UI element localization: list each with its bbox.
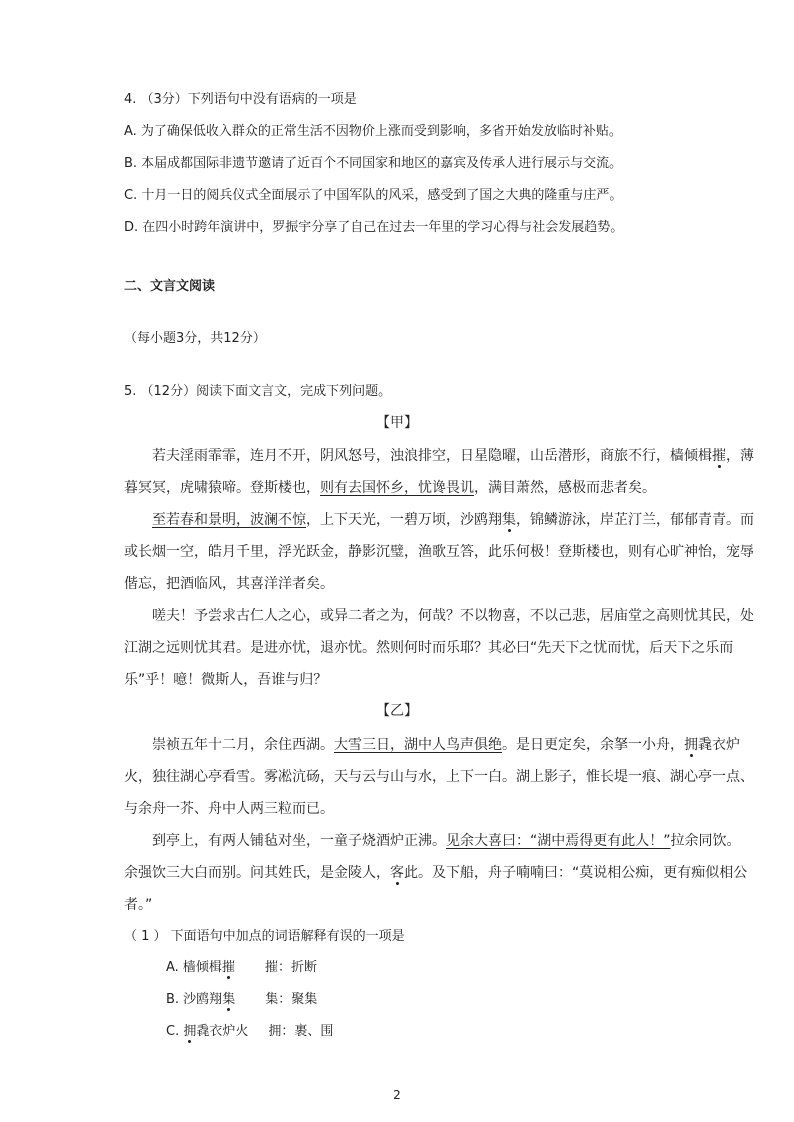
text-run: 若夫淫雨霏霏，连月不开，阴风怒号，浊浪排空，日星隐曜，山岳潜形，商旅不行，樯倾楫 xyxy=(152,448,712,464)
dotted-word: 拥 xyxy=(183,1024,197,1039)
yi-p2-line2 xyxy=(124,863,747,883)
dotted-word: 拥 xyxy=(684,737,698,753)
text-run: 毳衣炉 xyxy=(698,737,740,753)
dotted-word: 集 xyxy=(222,992,236,1007)
jia-p3-line2: 江湖之远则忧其君。是进亦忧，退亦忧。然则何时而乐耶？其必曰“先天下之忧而忧，后天下之乐而 xyxy=(124,640,734,656)
page-number: 2 xyxy=(393,1088,401,1102)
subquestion-1-option-b xyxy=(166,991,317,1009)
section-note: （每小题3分，共12分） xyxy=(124,331,266,346)
explanation: 摧：折断 xyxy=(264,960,317,975)
text-run: C. xyxy=(166,1024,184,1039)
jia-p2-line1 xyxy=(152,510,754,530)
yi-p1-line1 xyxy=(152,735,740,755)
jia-p2-line3: 偕忘，把酒临风，其喜洋洋者矣。 xyxy=(124,576,334,592)
yi-p2-line1 xyxy=(152,831,741,851)
text-run: 暮冥冥，虎啸猿啼。登斯楼也， xyxy=(124,480,320,496)
q4-option-a: A. 为了确保低收入群众的正常生活不因物价上涨而受到影响，多省开始发放临时补贴。 xyxy=(124,124,622,139)
dotted-word: 集 xyxy=(502,512,516,528)
subquestion-1-stem: （ 1 ） 下面语句中加点的词语解释有误的一项是 xyxy=(124,929,405,944)
explanation: 拥：裹、围 xyxy=(268,1024,334,1039)
text-run: 。是日更定矣，余拏一小舟， xyxy=(502,737,684,753)
q4-stem: 4. （3分）下列语句中没有语病的一项是 xyxy=(124,92,357,107)
passage-jia-title: 【甲】 xyxy=(376,415,418,431)
text-run: ，锦鳞游泳，岸芷汀兰，郁郁青青。而 xyxy=(516,512,754,528)
yi-p1-line2: 火，独往湖心亭看雪。雾凇沆砀，天与云与山与水，上下一白。湖上影子，惟长堤一痕、湖心亭一点、 xyxy=(124,769,754,785)
explanation: 集：聚集 xyxy=(265,992,318,1007)
q4-option-b: B. 本届成都国际非遗节邀请了近百个不同国家和地区的嘉宾及传承人进行展示与交流。 xyxy=(124,156,623,171)
text-run: A. 樯倾楫 xyxy=(166,960,222,975)
text-run: ，薄 xyxy=(726,448,754,464)
underlined-phrase: 至若春和景明，波澜不惊 xyxy=(152,512,306,528)
text-run: 拉余同饮。 xyxy=(670,833,741,849)
q5-stem: 5. （12分）阅读下面文言文，完成下列问题。 xyxy=(124,384,392,399)
subquestion-1-option-c xyxy=(166,1023,333,1041)
dotted-word: 客 xyxy=(390,865,404,881)
jia-p1-line1 xyxy=(152,446,754,466)
text-run: B. 沙鸥翔 xyxy=(166,992,223,1007)
jia-p1-line2 xyxy=(124,478,656,498)
jia-p2-line2: 或长烟一空，皓月千里，浮光跃金，静影沉璧，渔歌互答，此乐何极！登斯楼也，则有心旷神怡，宠辱 xyxy=(124,544,754,560)
text-run: ，满目萧然，感极而悲者矣。 xyxy=(474,480,656,496)
text-run: 毳衣炉火 xyxy=(196,1024,249,1039)
jia-p3-line3: 乐”乎！噫！微斯人，吾谁与归？ xyxy=(124,672,328,688)
jia-p3-line1: 嗟夫！予尝求古仁人之心，或异二者之为，何哉？不以物喜，不以己悲，居庙堂之高则忧其民，处 xyxy=(152,608,754,624)
text-run: 到亭上，有两人铺毡对坐，一童子烧酒炉正沸。 xyxy=(152,833,446,849)
passage-yi-title: 【乙】 xyxy=(376,703,418,719)
underlined-phrase: 大雪三日，湖中人鸟声俱绝 xyxy=(334,737,502,753)
yi-p2-line3: 者。” xyxy=(124,897,153,913)
underlined-phrase: 见余大喜曰：“湖中焉得更有此人！” xyxy=(446,833,671,849)
dotted-word: 摧 xyxy=(221,960,235,975)
subquestion-1-option-a xyxy=(166,959,317,977)
q4-option-c: C. 十月一日的阅兵仪式全面展示了中国军队的风采，感受到了国之大典的隆重与庄严。 xyxy=(124,188,623,203)
section-title: 二、文言文阅读 xyxy=(124,279,216,294)
underlined-phrase: 则有去国怀乡，忧谗畏讥 xyxy=(320,480,474,496)
text-run: 崇祯五年十二月，余住西湖。 xyxy=(152,737,334,753)
text-run: 此。及下船，舟子喃喃曰：“莫说相公痴，更有痴似相公 xyxy=(404,865,748,881)
q4-option-d: D. 在四小时跨年演讲中，罗振宇分享了自己在过去一年里的学习心得与社会发展趋势。 xyxy=(124,220,624,235)
text-run: ，上下天光，一碧万顷，沙鸥翔 xyxy=(306,512,502,528)
dotted-word: 摧 xyxy=(712,448,726,464)
yi-p1-line3: 与余舟一芥、舟中人两三粒而已。 xyxy=(124,801,334,817)
text-run: 余强饮三大白而别。问其姓氏，是金陵人， xyxy=(124,865,390,881)
